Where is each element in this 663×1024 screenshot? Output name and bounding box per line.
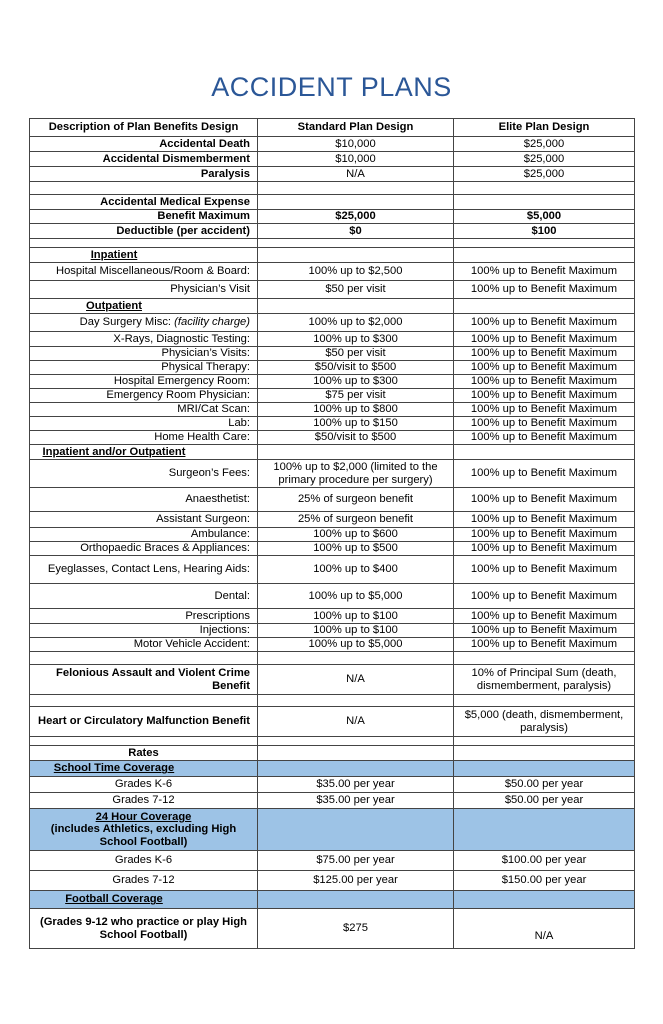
elite-value: 100% up to Benefit Maximum: [454, 460, 635, 488]
table-row: [30, 793, 635, 809]
row-label: Accidental Death: [30, 137, 258, 152]
row-label: Ambulance:: [30, 528, 258, 542]
elite-value: 100% up to Benefit Maximum: [454, 314, 635, 332]
standard-value: N/A: [258, 665, 454, 695]
section-heading: School Time Coverage: [30, 761, 258, 777]
standard-value: 100% up to $2,500: [258, 263, 454, 281]
standard-value: 25% of surgeon benefit: [258, 512, 454, 528]
row-label: Orthopaedic Braces & Appliances:: [30, 542, 258, 556]
row-label: Benefit Maximum: [30, 210, 258, 224]
standard-value: $50 per visit: [258, 281, 454, 299]
table-row: [30, 542, 635, 556]
standard-value: $35.00 per year: [258, 777, 454, 793]
page-title: ACCIDENT PLANS: [211, 72, 452, 102]
row-label: Home Health Care:: [30, 431, 258, 445]
table-row: [30, 347, 635, 361]
row-label: (Grades 9-12 who practice or play High School Football): [30, 909, 258, 949]
standard-value: 100% up to $300: [258, 332, 454, 347]
elite-value: 10% of Principal Sum (death, dismemberment, paralysis): [454, 665, 635, 695]
elite-value: 100% up to Benefit Maximum: [454, 542, 635, 556]
spacer-row: [30, 182, 635, 195]
table-row: [30, 460, 635, 488]
elite-value: $50.00 per year: [454, 793, 635, 809]
standard-value: 100% up to $5,000: [258, 584, 454, 609]
column-header-description: Description of Plan Benefits Design: [30, 119, 258, 137]
standard-value: $35.00 per year: [258, 793, 454, 809]
row-label: X-Rays, Diagnostic Testing:: [30, 332, 258, 347]
row-label: Physical Therapy:: [30, 361, 258, 375]
row-label: Day Surgery Misc: (facility charge): [30, 314, 258, 332]
rates-heading-row: [30, 746, 635, 761]
elite-value: $5,000: [454, 210, 635, 224]
hour24-subtitle: (includes Athletics, excluding High School Football): [50, 823, 237, 848]
elite-value: 100% up to Benefit Maximum: [454, 281, 635, 299]
standard-value: $125.00 per year: [258, 871, 454, 891]
row-label: Paralysis: [30, 167, 258, 182]
standard-value: 100% up to $500: [258, 542, 454, 556]
elite-value: $5,000 (death, dismemberment, paralysis): [454, 707, 635, 737]
table-header-row: [30, 119, 635, 137]
table-row: [30, 389, 635, 403]
row-label: Grades K-6: [30, 851, 258, 871]
section-heading-row: [30, 299, 635, 314]
table-row: [30, 281, 635, 299]
hour24-title: 24 Hour Coverage: [95, 810, 192, 823]
elite-value: 100% up to Benefit Maximum: [454, 263, 635, 281]
row-label: Accidental Dismemberment: [30, 152, 258, 167]
elite-value: 100% up to Benefit Maximum: [454, 375, 635, 389]
elite-value: 100% up to Benefit Maximum: [454, 431, 635, 445]
row-label: Grades K-6: [30, 777, 258, 793]
table-row: [30, 707, 635, 737]
standard-value: N/A: [258, 167, 454, 182]
spacer-row: [30, 652, 635, 665]
row-label: Lab:: [30, 417, 258, 431]
section-heading: [30, 809, 258, 851]
standard-value: 100% up to $2,000: [258, 314, 454, 332]
row-label: Anaesthetist:: [30, 488, 258, 512]
table-row: [30, 137, 635, 152]
elite-value: 100% up to Benefit Maximum: [454, 609, 635, 624]
label-note: (facility charge): [174, 316, 250, 329]
elite-value: 100% up to Benefit Maximum: [454, 584, 635, 609]
row-label: Assistant Surgeon:: [30, 512, 258, 528]
section-heading: Inpatient: [30, 248, 258, 263]
spacer-row: [30, 239, 635, 248]
table-row: [30, 417, 635, 431]
elite-value: 100% up to Benefit Maximum: [454, 403, 635, 417]
standard-value: 100% up to $2,000 (limited to the primary procedure per surgery): [258, 460, 454, 488]
row-label: Deductible (per accident): [30, 224, 258, 239]
row-label: Heart or Circulatory Malfunction Benefit: [30, 707, 258, 737]
standard-value: 100% up to $800: [258, 403, 454, 417]
table-row: [30, 528, 635, 542]
school-time-heading-row: [30, 761, 635, 777]
standard-value: 100% up to $100: [258, 609, 454, 624]
section-heading: Inpatient and/or Outpatient: [30, 445, 258, 460]
standard-value: $0: [258, 224, 454, 239]
table-row: [30, 638, 635, 652]
table-row: [30, 375, 635, 389]
elite-value: 100% up to Benefit Maximum: [454, 638, 635, 652]
section-heading-row: [30, 445, 635, 460]
section-heading-row: [30, 248, 635, 263]
elite-value: N/A: [454, 909, 635, 949]
row-label: Accidental Medical Expense: [30, 195, 258, 210]
section-heading: Outpatient: [30, 299, 258, 314]
standard-value: $275: [258, 909, 454, 949]
elite-value: $150.00 per year: [454, 871, 635, 891]
elite-value: $100: [454, 224, 635, 239]
table-row: [30, 871, 635, 891]
table-row: [30, 488, 635, 512]
standard-value: 100% up to $300: [258, 375, 454, 389]
standard-value: 100% up to $150: [258, 417, 454, 431]
table-row: [30, 909, 635, 949]
elite-value: 100% up to Benefit Maximum: [454, 347, 635, 361]
table-row: [30, 263, 635, 281]
table-row: [30, 403, 635, 417]
elite-value: $25,000: [454, 152, 635, 167]
table-row: [30, 431, 635, 445]
elite-value: 100% up to Benefit Maximum: [454, 488, 635, 512]
standard-value: 100% up to $5,000: [258, 638, 454, 652]
row-label: Physician’s Visits:: [30, 347, 258, 361]
standard-value: 100% up to $600: [258, 528, 454, 542]
elite-value: 100% up to Benefit Maximum: [454, 512, 635, 528]
table-row: [30, 210, 635, 224]
standard-value: 100% up to $400: [258, 556, 454, 584]
spacer-row: [30, 737, 635, 746]
table-row: [30, 556, 635, 584]
table-row: [30, 224, 635, 239]
table-row: [30, 584, 635, 609]
row-label: Physician’s Visit: [30, 281, 258, 299]
standard-value: $50 per visit: [258, 347, 454, 361]
elite-value: $25,000: [454, 167, 635, 182]
table-row: [30, 777, 635, 793]
row-label: Prescriptions: [30, 609, 258, 624]
table-row: [30, 167, 635, 182]
hour24-heading-row: [30, 809, 635, 851]
table-row: [30, 332, 635, 347]
elite-value: 100% up to Benefit Maximum: [454, 528, 635, 542]
column-header-standard: Standard Plan Design: [258, 119, 454, 137]
table-row: [30, 195, 635, 210]
row-label: MRI/Cat Scan:: [30, 403, 258, 417]
football-heading-row: [30, 891, 635, 909]
elite-value: 100% up to Benefit Maximum: [454, 417, 635, 431]
row-label: Felonious Assault and Violent Crime Benefit: [30, 665, 258, 695]
elite-value: 100% up to Benefit Maximum: [454, 361, 635, 375]
elite-value: $100.00 per year: [454, 851, 635, 871]
column-header-elite: Elite Plan Design: [454, 119, 635, 137]
elite-value: 100% up to Benefit Maximum: [454, 389, 635, 403]
elite-value: 100% up to Benefit Maximum: [454, 624, 635, 638]
standard-value: $75 per visit: [258, 389, 454, 403]
row-label: Surgeon’s Fees:: [30, 460, 258, 488]
elite-value: 100% up to Benefit Maximum: [454, 556, 635, 584]
table-row: [30, 665, 635, 695]
elite-value: 100% up to Benefit Maximum: [454, 332, 635, 347]
row-label: Grades 7-12: [30, 871, 258, 891]
standard-value: $10,000: [258, 152, 454, 167]
table-row: [30, 512, 635, 528]
standard-value: $50/visit to $500: [258, 361, 454, 375]
standard-value: 100% up to $100: [258, 624, 454, 638]
table-row: [30, 361, 635, 375]
standard-value: $25,000: [258, 210, 454, 224]
table-row: [30, 152, 635, 167]
row-label: Eyeglasses, Contact Lens, Hearing Aids:: [30, 556, 258, 584]
section-heading: Football Coverage: [30, 891, 258, 909]
spacer-row: [30, 695, 635, 707]
row-label: Motor Vehicle Accident:: [30, 638, 258, 652]
rates-heading: Rates: [30, 746, 258, 761]
row-label: Dental:: [30, 584, 258, 609]
elite-value: $25,000: [454, 137, 635, 152]
row-label: Grades 7-12: [30, 793, 258, 809]
table-row: [30, 609, 635, 624]
standard-value: $50/visit to $500: [258, 431, 454, 445]
table-row: [30, 314, 635, 332]
standard-value: $75.00 per year: [258, 851, 454, 871]
row-label: Hospital Miscellaneous/Room & Board:: [30, 263, 258, 281]
accident-plans-table: [29, 118, 635, 949]
table-row: [30, 624, 635, 638]
standard-value: $10,000: [258, 137, 454, 152]
standard-value: N/A: [258, 707, 454, 737]
table-row: [30, 851, 635, 871]
elite-value: $50.00 per year: [454, 777, 635, 793]
standard-value: 25% of surgeon benefit: [258, 488, 454, 512]
row-label: Hospital Emergency Room:: [30, 375, 258, 389]
row-label: Injections:: [30, 624, 258, 638]
row-label: Emergency Room Physician:: [30, 389, 258, 403]
